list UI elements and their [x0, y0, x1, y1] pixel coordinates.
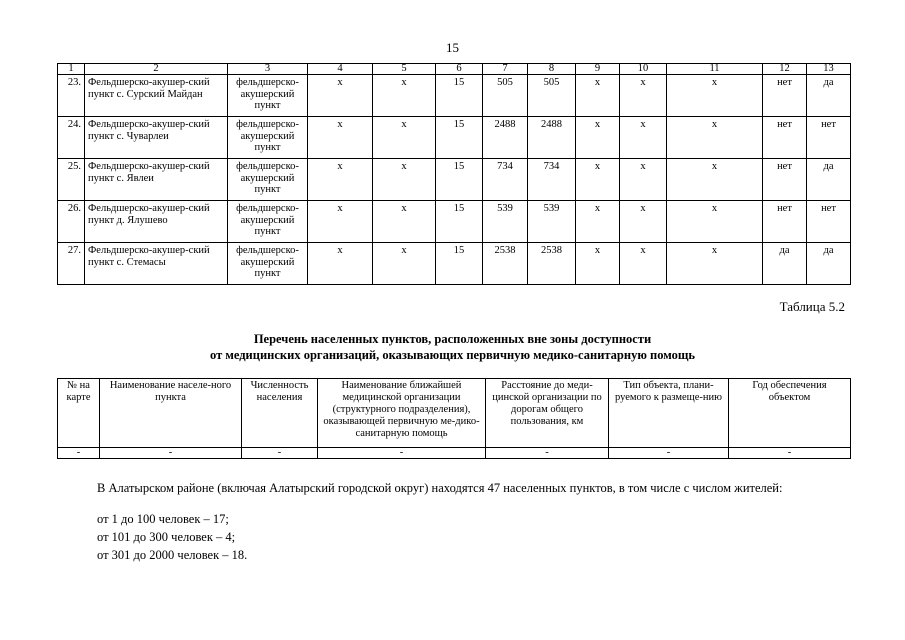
table-cell: х [373, 117, 436, 159]
column-header: 3 [228, 64, 308, 75]
table-cell: х [308, 117, 373, 159]
table-cell: 2488 [483, 117, 528, 159]
list-item: от 301 до 2000 человек – 18. [97, 548, 248, 562]
table-cell: нет [807, 117, 851, 159]
table-cell: - [100, 448, 242, 459]
table-cell: х [620, 243, 667, 285]
facilities-table [57, 63, 851, 285]
table-cell: х [620, 201, 667, 243]
table-cell: Фельдшерско-акушер-ский пункт с. Стемасы [85, 243, 228, 285]
column-header: 9 [576, 64, 620, 75]
table-cell: фельдшерско-акушерский пункт [228, 159, 308, 201]
table-cell: да [807, 159, 851, 201]
column-header: 12 [763, 64, 807, 75]
column-header: 11 [667, 64, 763, 75]
table-cell: 15 [436, 159, 483, 201]
column-header: 1 [58, 64, 85, 75]
table-cell: 505 [483, 75, 528, 117]
table-cell: 2488 [528, 117, 576, 159]
table-row [58, 243, 851, 285]
table-cell: х [576, 243, 620, 285]
table-cell: 734 [483, 159, 528, 201]
table-cell: фельдшерско-акушерский пункт [228, 75, 308, 117]
table-cell: да [807, 243, 851, 285]
table-cell: Фельдшерско-акушер-ский пункт с. Чуварлеи [85, 117, 228, 159]
column-header: Численность населения [242, 379, 318, 448]
table-row [58, 75, 851, 117]
table-cell: 2538 [528, 243, 576, 285]
table-cell: нет [763, 117, 807, 159]
table-cell: 15 [436, 243, 483, 285]
table-cell: х [667, 159, 763, 201]
table-cell: нет [763, 159, 807, 201]
table-cell: 24. [58, 117, 85, 159]
table-cell: х [620, 159, 667, 201]
column-header: Расстояние до меди-цинской организации по дорогам общего пользования, км [486, 379, 609, 448]
table-cell: Фельдшерско-акушер-ский пункт с. Явлеи [85, 159, 228, 201]
column-header: Наименование ближайшей медицинской организации (структурного подразделения), оказывающей первичную ме-дико-санитарную помощь [318, 379, 486, 448]
column-header: 5 [373, 64, 436, 75]
table-cell: х [667, 243, 763, 285]
settlements-table [57, 378, 851, 459]
table-cell: х [373, 159, 436, 201]
column-header: 8 [528, 64, 576, 75]
table-cell: - [58, 448, 100, 459]
table-cell: х [373, 75, 436, 117]
table-cell: фельдшерско-акушерский пункт [228, 117, 308, 159]
table-cell: - [318, 448, 486, 459]
table-cell: да [763, 243, 807, 285]
table-header-row [58, 379, 851, 448]
column-header: Наименование населе-ного пункта [100, 379, 242, 448]
table-cell: 539 [483, 201, 528, 243]
table-cell: 539 [528, 201, 576, 243]
table-row [58, 448, 851, 459]
table-cell: 26. [58, 201, 85, 243]
table-cell: х [308, 243, 373, 285]
column-header: № на карте [58, 379, 100, 448]
table-cell: - [609, 448, 729, 459]
table-row [58, 201, 851, 243]
table-cell: х [620, 75, 667, 117]
table-cell: нет [763, 75, 807, 117]
table-cell: х [308, 75, 373, 117]
table-header-row [58, 64, 851, 75]
page-number: 15 [446, 40, 459, 55]
column-header: 4 [308, 64, 373, 75]
table-cell: 15 [436, 117, 483, 159]
table-cell: фельдшерско-акушерский пункт [228, 243, 308, 285]
table-cell: Фельдшерско-акушер-ский пункт д. Ялушево [85, 201, 228, 243]
table-title-line-2: от медицинских организаций, оказывающих первичную медико-санитарную помощь [209, 348, 695, 362]
table-cell: фельдшерско-акушерский пункт [228, 201, 308, 243]
table-cell: нет [763, 201, 807, 243]
table-cell: 505 [528, 75, 576, 117]
table-row [58, 117, 851, 159]
column-header: 13 [807, 64, 851, 75]
table-cell: 15 [436, 75, 483, 117]
table-cell: х [620, 117, 667, 159]
table-cell: Фельдшерско-акушер-ский пункт с. Сурский Майдан [85, 75, 228, 117]
table-cell: х [576, 159, 620, 201]
table-cell: х [667, 117, 763, 159]
table-cell: 25. [58, 159, 85, 201]
list-item: от 101 до 300 человек – 4; [97, 530, 236, 544]
column-header: 10 [620, 64, 667, 75]
column-header: 6 [436, 64, 483, 75]
table-title-line-1: Перечень населенных пунктов, расположенных вне зоны доступности [253, 332, 652, 346]
list-item: от 1 до 100 человек – 17; [97, 512, 229, 526]
table-row [58, 159, 851, 201]
table-cell: х [667, 75, 763, 117]
table-cell: х [576, 117, 620, 159]
table-cell: х [373, 243, 436, 285]
column-header: 7 [483, 64, 528, 75]
table-cell: 2538 [483, 243, 528, 285]
column-header: 2 [85, 64, 228, 75]
body-paragraph: В Алатырском районе (включая Алатырский городской округ) находятся 47 населенных пунктов, в том числе с числом жителей: [97, 481, 783, 495]
table-cell: нет [807, 201, 851, 243]
table-cell: х [576, 201, 620, 243]
column-header: Тип объекта, плани-руемого к размеще-нию [609, 379, 729, 448]
table-label: Таблица 5.2 [779, 299, 845, 314]
table-cell: х [667, 201, 763, 243]
table-cell: - [486, 448, 609, 459]
table-cell: - [242, 448, 318, 459]
table-cell: - [729, 448, 851, 459]
column-header: Год обеспечения объектом [729, 379, 851, 448]
table-cell: х [576, 75, 620, 117]
table-cell: 27. [58, 243, 85, 285]
table-cell: да [807, 75, 851, 117]
table-cell: х [308, 201, 373, 243]
table-cell: 15 [436, 201, 483, 243]
table-cell: х [373, 201, 436, 243]
table-cell: 23. [58, 75, 85, 117]
table-cell: 734 [528, 159, 576, 201]
table-cell: х [308, 159, 373, 201]
